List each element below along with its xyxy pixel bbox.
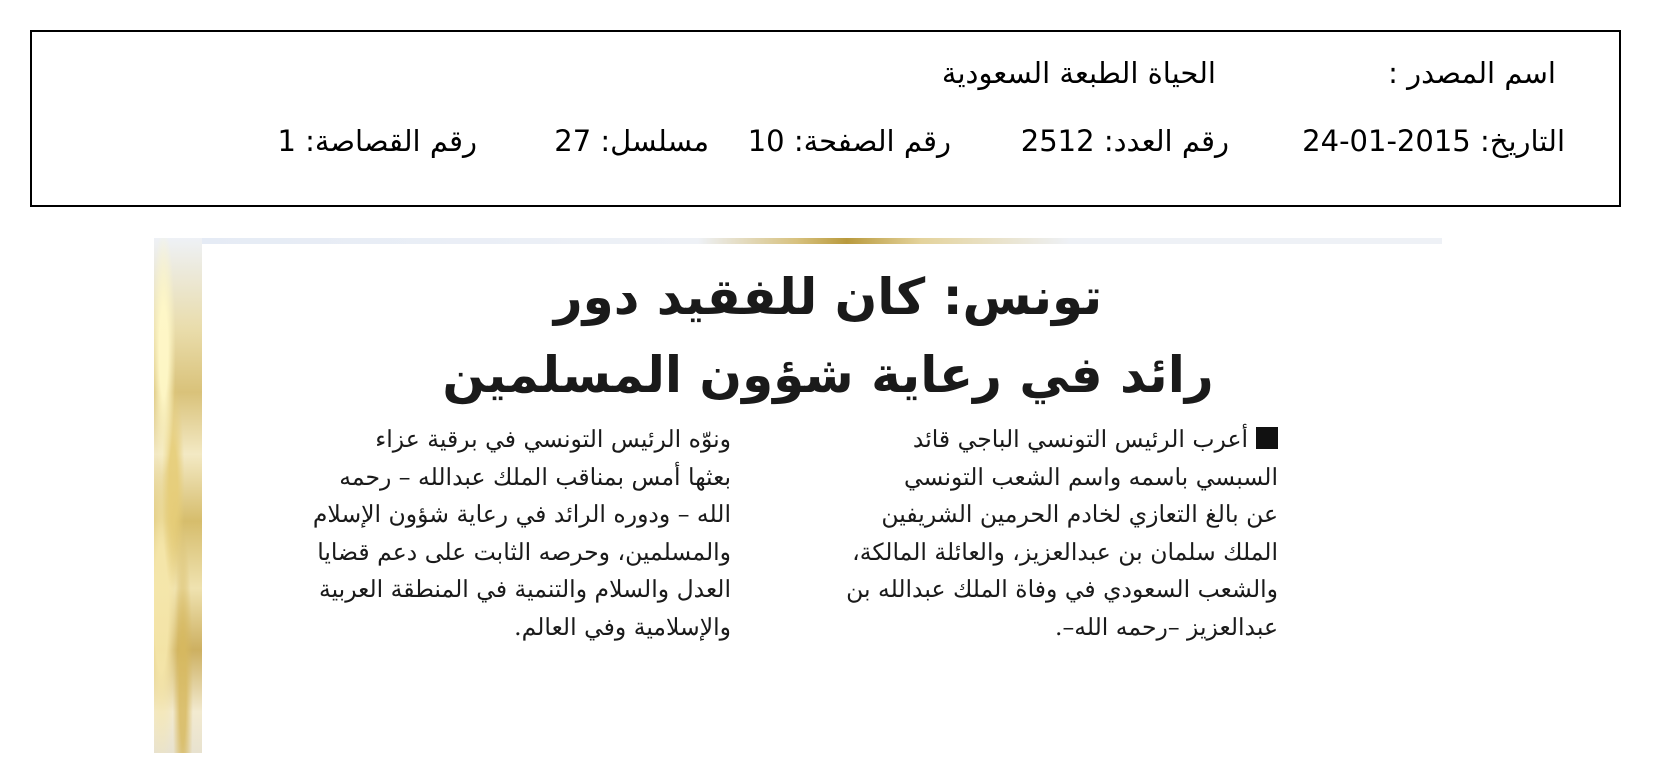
column-line: والشعب السعودي في وفاة الملك عبدالله بن <box>846 575 1278 603</box>
bullet-square-icon <box>1256 427 1278 449</box>
photo-edge-image <box>154 238 202 753</box>
headline-line-2: رائد في رعاية شؤون المسلمين <box>442 346 1214 404</box>
article-column-left <box>239 421 731 646</box>
source-metadata-box <box>30 30 1621 207</box>
column-line: بعثها أمس بمناقب الملك عبدالله – رحمه <box>339 462 731 491</box>
article-column-right <box>848 421 1278 646</box>
clip-value: 1 <box>277 124 296 158</box>
page-field <box>748 124 951 158</box>
source-label: اسم المصدر : <box>1388 56 1556 90</box>
clip-field <box>277 124 477 158</box>
column-line: عبدالعزيز –رحمه الله–. <box>1055 612 1278 641</box>
page-value: 10 <box>747 124 785 158</box>
column-line: والإسلامية وفي العالم. <box>514 612 731 641</box>
clip-label: رقم القصاصة: <box>305 124 477 158</box>
date-value: 2015-01-24 <box>1302 124 1471 158</box>
column-line: عن بالغ التعازي لخادم الحرمين الشريفين <box>881 500 1278 528</box>
column-line: العدل والسلام والتنمية في المنطقة العربية <box>318 575 731 603</box>
page-label: رقم الصفحة: <box>793 124 951 158</box>
column-line: الملك سلمان بن عبدالعزيز، والعائلة المالكة، <box>852 537 1278 566</box>
column-line: الله – ودوره الرائد في رعاية شؤون الإسلام <box>312 500 731 528</box>
column-line: ونوّه الرئيس التونسي في برقية عزاء <box>375 425 731 453</box>
issue-value: 2512 <box>1020 124 1095 158</box>
column-line: السبسي باسمه واسم الشعب التونسي <box>903 462 1278 491</box>
column-line <box>848 421 1278 459</box>
newspaper-clipping <box>154 238 1442 753</box>
date-label: التاريخ: <box>1479 124 1565 158</box>
source-value: الحياة الطبعة السعودية <box>941 56 1216 90</box>
photo-top-edge-image <box>202 238 1442 244</box>
serial-value: 27 <box>554 124 592 158</box>
serial-field <box>554 124 709 158</box>
issue-field <box>1021 124 1229 158</box>
column-line-text: أعرب الرئيس التونسي الباجي قائد <box>912 425 1248 453</box>
column-line: والمسلمين، وحرصه الثابت على دعم قضايا <box>317 537 731 566</box>
serial-label: مسلسل: <box>600 124 709 158</box>
headline-line-1: تونس: كان للفقيد دور <box>553 268 1103 326</box>
issue-label: رقم العدد: <box>1103 124 1229 158</box>
date-field <box>1302 124 1565 158</box>
